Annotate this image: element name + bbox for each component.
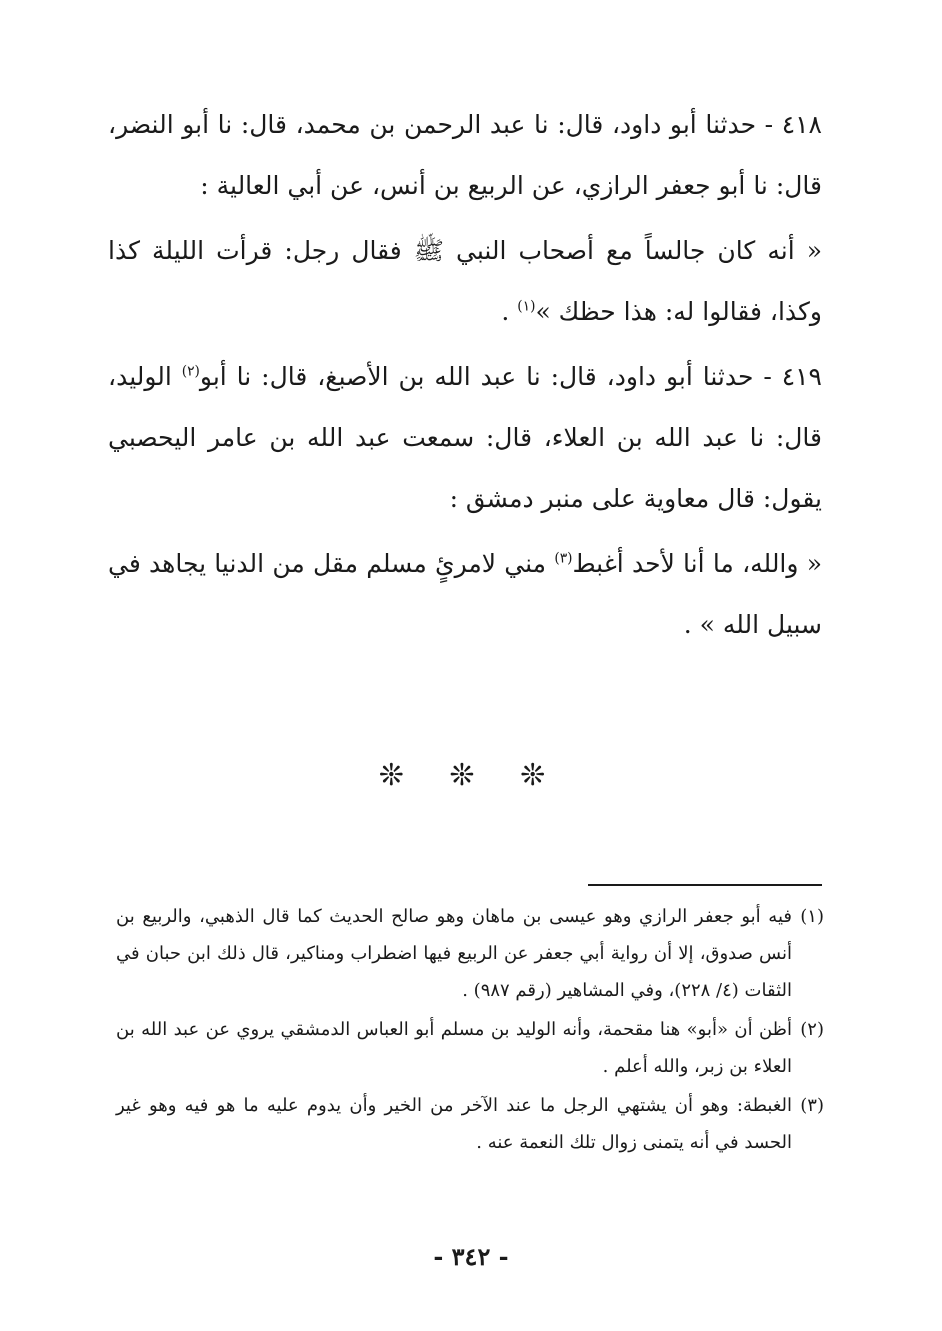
hadith-419-matn-end: مني لامرئٍ مسلم مقل من الدنيا يجاهد في سبيل الله » . xyxy=(108,549,822,639)
footnote-1 xyxy=(116,898,824,1009)
hadith-419-matn-text: « والله، ما أنا لأحد أغبط xyxy=(572,549,822,578)
footnote-text: فيه أبو جعفر الرازي وهو عيسى بن ماهان وهو صالح الحديث كما قال الذهبي، والربيع بن أنس صدوق، إلا أن رواية أبي جعفر عن الربيع فيها اضطراب ومناكير، قال ذلك ابن حبان في الثقات (٤/ ٢٢٨)، وفي المشاهير (رقم ٩٨٧) . xyxy=(116,906,792,1001)
hadith-419-text: ٤١٩ - حدثنا أبو داود، قال: نا عبد الله بن الأصبغ، قال: نا أبو xyxy=(199,362,822,391)
page-number: - ٣٤٢ - xyxy=(433,1242,509,1271)
footnote-number: (٢) xyxy=(800,1019,824,1040)
footnote-text: أظن أن «أبو» هنا مقحمة، وأنه الوليد بن مسلم أبو العباس الدمشقي يروي عن عبد الله بن العلاء بن زبر، والله أعلم . xyxy=(116,1019,792,1077)
footnotes xyxy=(116,898,824,1163)
hadith-418-matn xyxy=(108,220,822,342)
footnote-text: الغبطة: وهو أن يشتهي الرجل ما عند الآخر من الخير وأن يدوم عليه ما هو فيه وهو غير الحسد في أنه يتمنى زوال تلك النعمة عنه . xyxy=(116,1095,792,1153)
footnote-3 xyxy=(116,1087,824,1161)
footnote-number: (١) xyxy=(800,906,824,927)
hadith-418-text: ٤١٨ - حدثنا أبو داود، قال: نا عبد الرحمن بن محمد، قال: نا أبو النضر، قال: نا أبو جعفر الرازي، عن الربيع بن أنس، عن أبي العالية : xyxy=(108,110,822,200)
footnote-number: (٣) xyxy=(800,1095,824,1116)
hadith-419-matn xyxy=(108,533,822,655)
footnote-rule xyxy=(588,884,822,886)
main-text xyxy=(108,94,822,655)
hadith-419 xyxy=(108,346,822,529)
footnote-ref-3: (٣) xyxy=(554,550,573,567)
footnote-2 xyxy=(116,1011,824,1085)
hadith-418-matn-text: « أنه كان جالساً مع أصحاب النبي ﷺ فقال رجل: قرأت الليلة كذا وكذا، فقالوا له: هذا حظك » xyxy=(108,236,822,326)
hadith-418-matn-end: . xyxy=(501,297,518,326)
section-separator: ❊ ❊ ❊ xyxy=(378,758,564,793)
footnote-ref-1: (١) xyxy=(517,298,536,315)
hadith-418 xyxy=(108,94,822,216)
footnote-ref-2: (٢) xyxy=(181,363,200,380)
hadith-419-text-cont: الوليد، قال: نا عبد الله بن العلاء، قال: سمعت عبد الله بن عامر اليحصبي يقول: قال معاوية على منبر دمشق : xyxy=(108,362,822,513)
